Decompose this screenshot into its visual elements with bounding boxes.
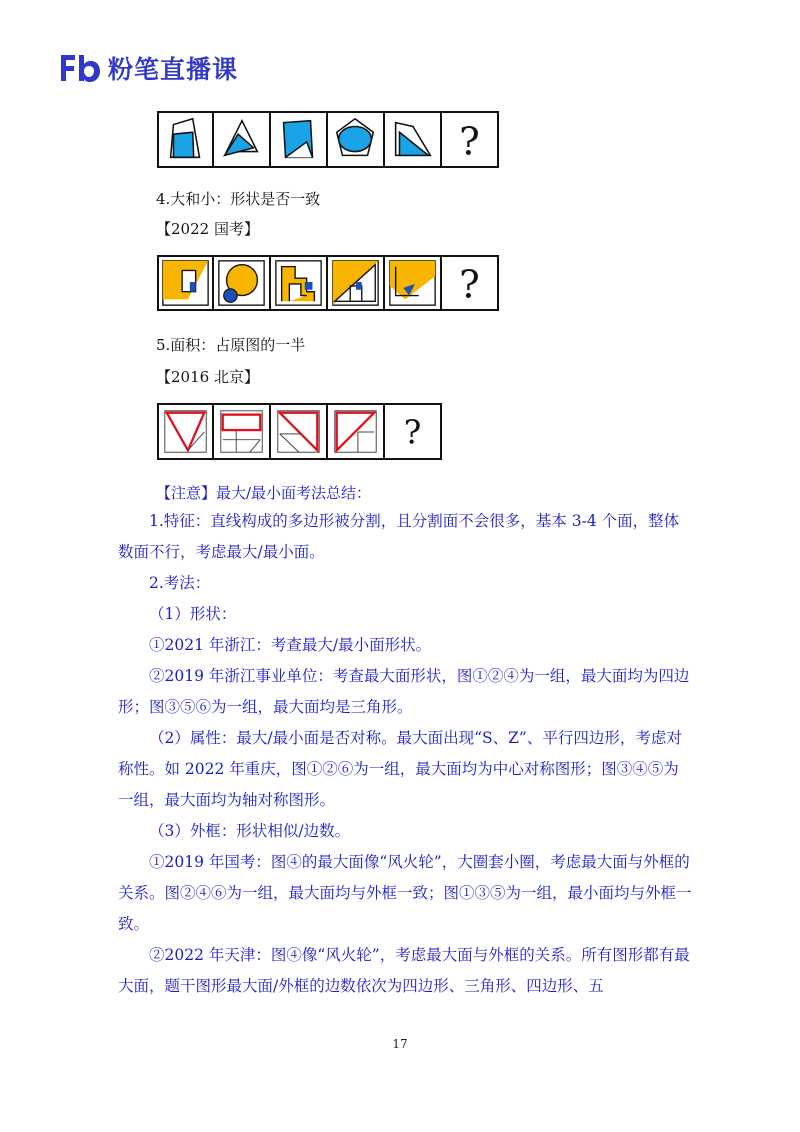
question-cell (442, 111, 499, 168)
brand-logo (58, 48, 238, 88)
note-paragraph: （3）外框：形状相似/边数。 (149, 822, 351, 840)
item4-title: 4.大和小：形状是否一致 (156, 190, 321, 208)
question-cell (442, 255, 499, 311)
puzzle-strip-1 (157, 111, 499, 168)
item5-title: 5.面积：占原图的一半 (156, 336, 306, 354)
puzzle-cell (271, 111, 328, 168)
item4-source: 【2022 国考】 (156, 220, 259, 238)
puzzle-cell (214, 403, 271, 460)
logo-text: 粉笔直播课 (108, 55, 239, 84)
puzzle-cell (271, 255, 328, 311)
puzzle-cell (214, 255, 271, 311)
question-mark: ? (459, 119, 480, 165)
puzzle-cell (271, 403, 328, 460)
note-paragraph: （1）形状： (149, 605, 237, 623)
note-paragraph: ①2021 年浙江：考查最大/最小面形状。 (149, 636, 432, 654)
note-paragraph: 1.特征：直线构成的多边形被分割，且分割面不会很多，基本 3-4 个面，整体数面不行，考虑最大/最小面。 (118, 512, 680, 561)
note-paragraph: ②2019 年浙江事业单位：考查最大面形状，图①②④为一组，最大面均为四边形；图③⑤⑥为一组，最大面均是三角形。 (118, 667, 690, 716)
note-paragraph: （2）属性：最大/最小面是否对称。最大面出现“S、Z”、平行四边形，考虑对称性。如 2022 年重庆，图①②⑥为一组，最大面均为中心对称图形；图③④⑤为一组，最大面均为轴对称图形。 (118, 729, 682, 809)
puzzle-cell (214, 111, 271, 168)
puzzle-cell (328, 255, 385, 311)
question-cell (385, 403, 442, 460)
puzzle-cell (157, 403, 214, 460)
puzzle-cell (328, 403, 385, 460)
puzzle-cell (328, 111, 385, 168)
question-mark: ? (459, 262, 480, 308)
puzzle-cell (157, 111, 214, 168)
puzzle-cell (385, 111, 442, 168)
page-number: 17 (392, 1037, 408, 1051)
fb-logo-icon (58, 51, 102, 85)
puzzle-strip-3 (157, 403, 442, 460)
note-heading: 【注意】最大/最小面考法总结： (156, 484, 372, 502)
puzzle-cell (157, 255, 214, 311)
puzzle-strip-2 (157, 255, 499, 311)
puzzle-cell (385, 255, 442, 311)
note-paragraph: ①2019 年国考：图④的最大面像“风火轮”，大圈套小圈，考虑最大面与外框的关系。图②④⑥为一组，最大面均与外框一致；图①③⑤为一组，最小面均与外框一致。 (118, 853, 692, 933)
item5-source: 【2016 北京】 (156, 368, 259, 386)
note-paragraph: ②2022 年天津：图④像“风火轮”，考虑最大面与外框的关系。所有图形都有最大面，题干图形最大面/外框的边数依次为四边形、三角形、四边形、五 (118, 946, 690, 995)
question-mark: ? (403, 413, 422, 452)
note-paragraph: 2.考法： (149, 574, 211, 592)
